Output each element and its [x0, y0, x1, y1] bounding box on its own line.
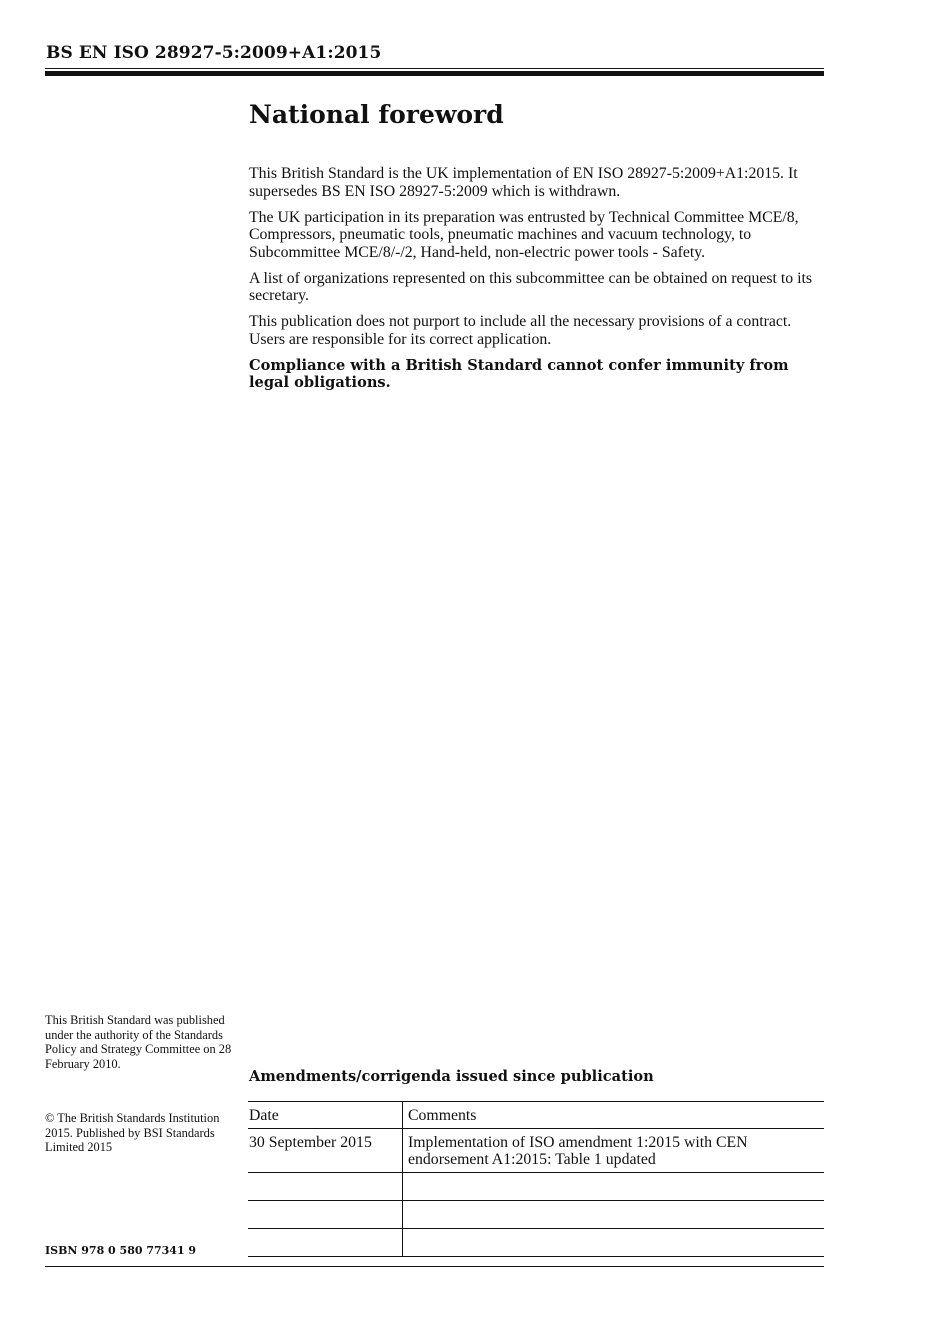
- paragraph-provisions: This publication does not purport to include all the necessary provisions of a contract. Users are responsible for its correct application.: [249, 313, 792, 348]
- standard-number: BS EN ISO 28927-5:2009+A1:2015: [46, 43, 382, 63]
- table-row: [248, 1129, 824, 1173]
- table-row: [248, 1173, 824, 1201]
- compliance-statement: Compliance with a British Standard cannot confer immunity from legal obligations.: [249, 356, 789, 391]
- copyright-text: © The British Standards Institution 2015. Published by BSI Standards Limited 2015: [45, 1111, 220, 1154]
- table-row: [248, 1229, 824, 1257]
- amendment-comment: [403, 1173, 825, 1201]
- amendment-date: [248, 1229, 403, 1257]
- copyright-note: [45, 1111, 235, 1155]
- amendment-comment: [403, 1201, 825, 1229]
- footer-rule: [45, 1266, 824, 1267]
- paragraph-organizations: A list of organizations represented on this subcommittee can be obtained on request to its secretary.: [249, 269, 813, 304]
- amendments-title: Amendments/corrigenda issued since publication: [249, 1068, 654, 1085]
- amendment-comment: [403, 1229, 825, 1257]
- publication-note: [45, 1013, 235, 1071]
- paragraph-implementation: This British Standard is the UK implementation of EN ISO 28927-5:2009+A1:2015. It supersedes BS EN ISO 28927-5:2009 which is withdrawn.: [249, 165, 798, 200]
- page-title: National foreword: [249, 100, 504, 129]
- table-row: [248, 1201, 824, 1229]
- table-header-row: [248, 1102, 824, 1129]
- amendments-table: [248, 1101, 824, 1257]
- amendment-date: 30 September 2015: [248, 1129, 403, 1173]
- isbn: ISBN 978 0 580 77341 9: [45, 1244, 197, 1257]
- publication-note-text: This British Standard was published under the authority of the Standards Policy and Strategy Committee on 28 February 2010.: [45, 1013, 232, 1071]
- amendment-date: [248, 1201, 403, 1229]
- header-comments: Comments: [403, 1102, 825, 1129]
- paragraph-participation: The UK participation in its preparation was entrusted by Technical Committee MCE/8, Compressors, pneumatic tools, pneumatic machines and vacuum technology, to Subcommittee MCE/8/-/2, Hand-held, non-electric power tools - Safety.: [249, 208, 799, 261]
- header-rule-thin: [45, 68, 824, 69]
- amendment-date: [248, 1173, 403, 1201]
- header-date: Date: [248, 1102, 403, 1129]
- foreword-body: [249, 165, 824, 400]
- amendment-comment: Implementation of ISO amendment 1:2015 with CEN endorsement A1:2015: Table 1 updated: [403, 1129, 825, 1173]
- header-rule-thick: [45, 71, 824, 76]
